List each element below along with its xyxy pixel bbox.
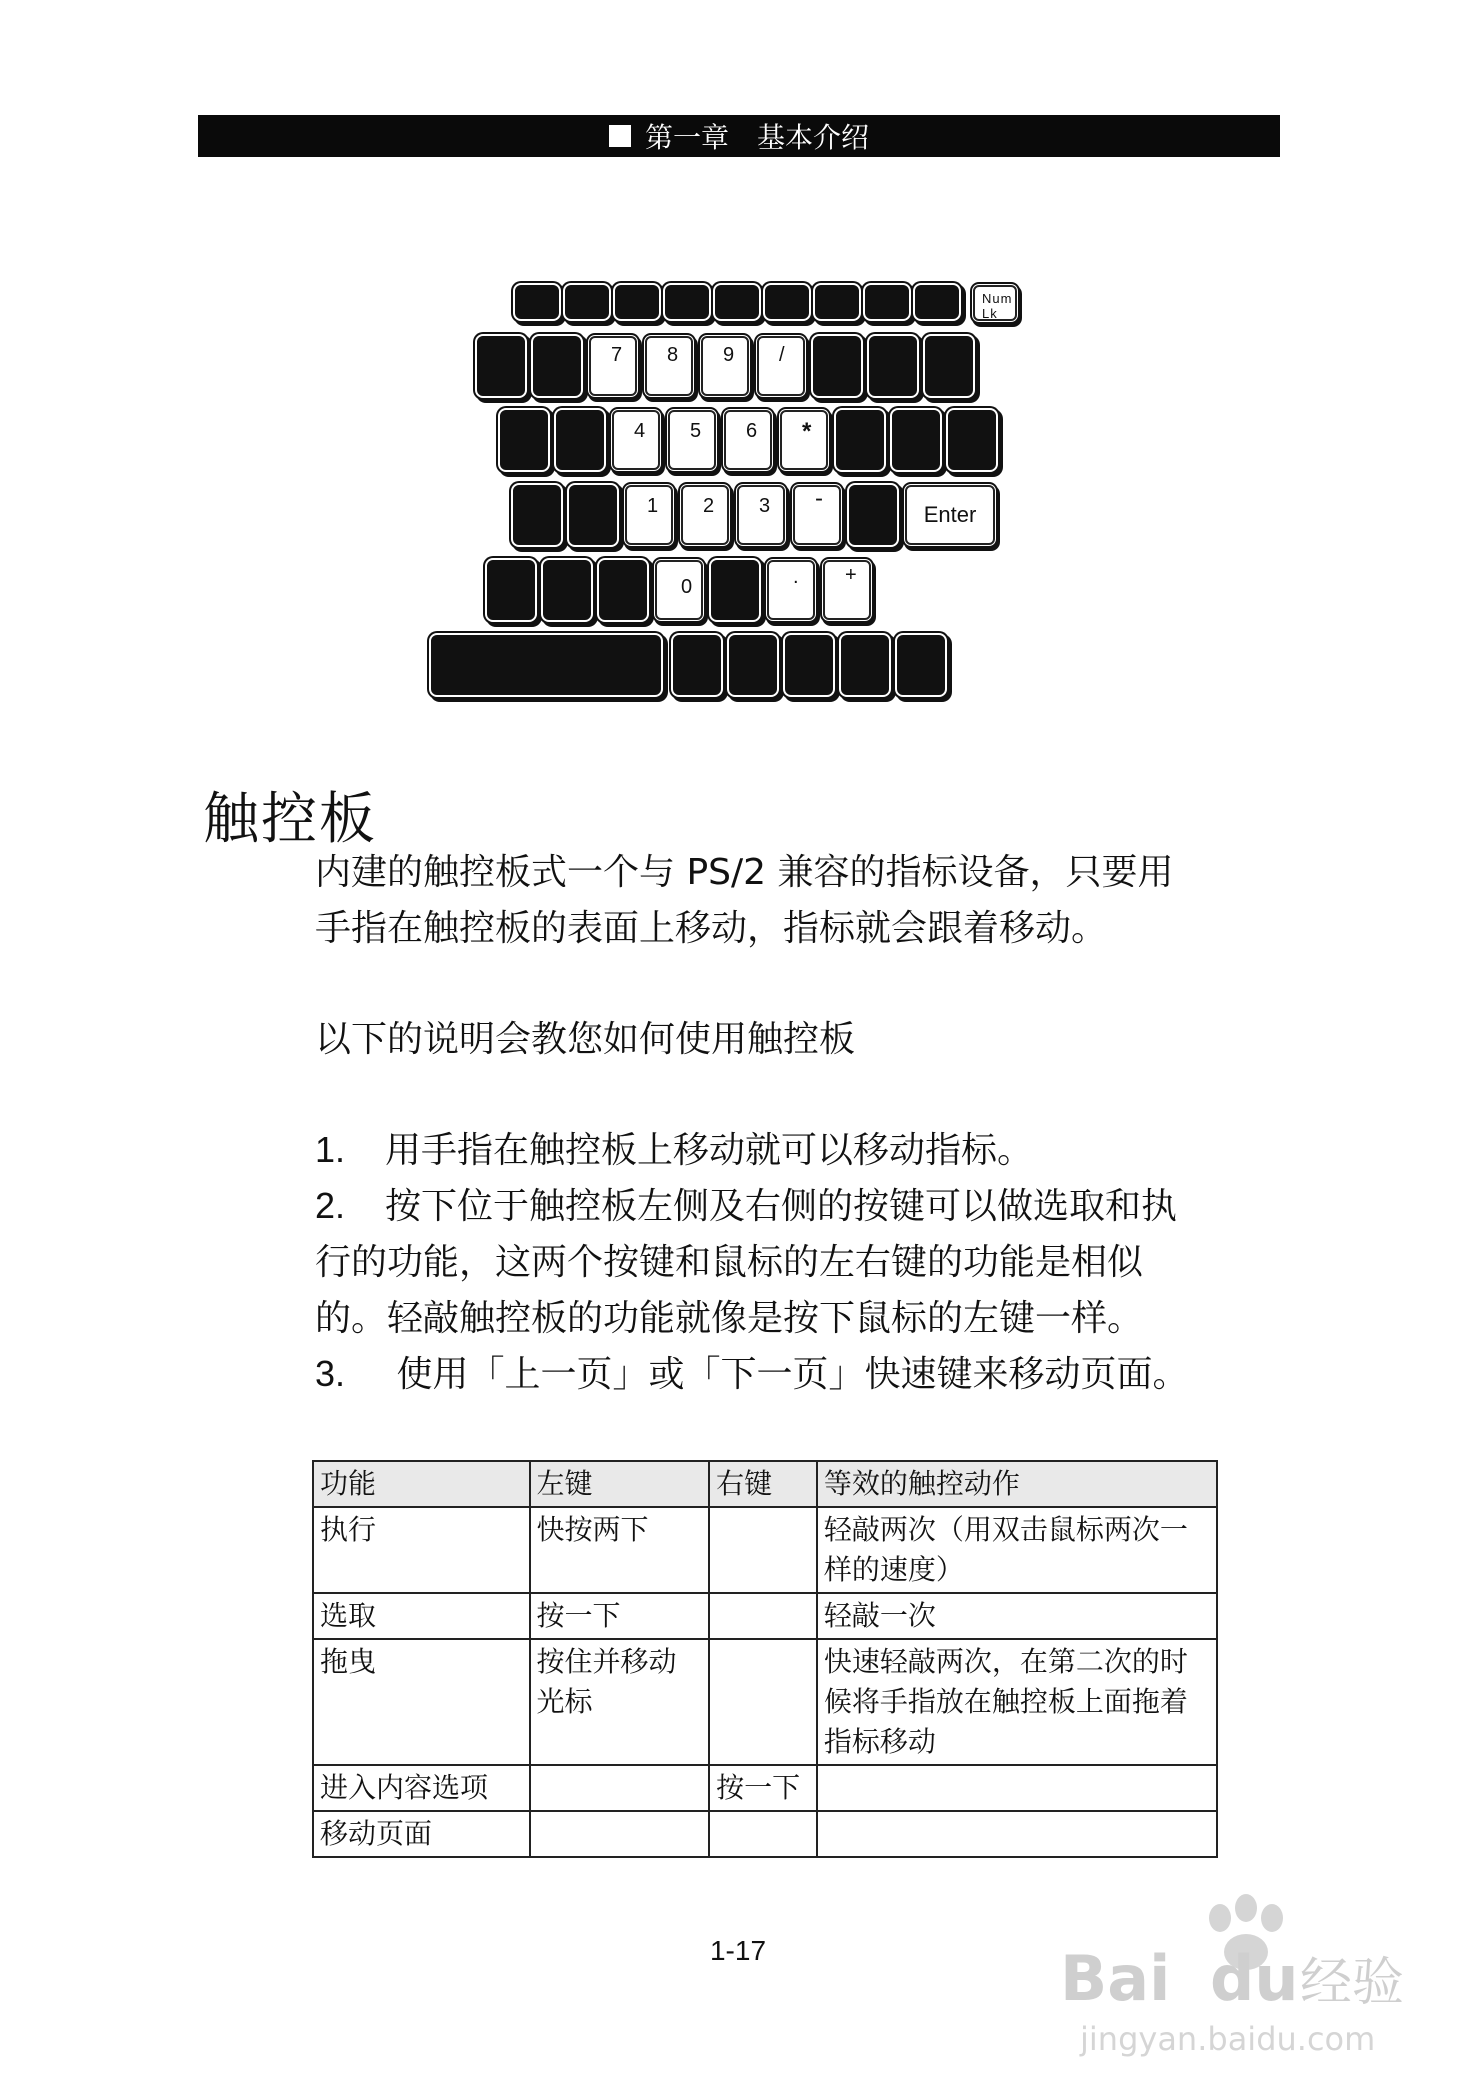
list-text: 使用「上一页」或「下一页」快速键来移动页面。 (385, 1354, 1189, 1395)
table-cell (709, 1639, 817, 1765)
key-1-label: 1 (647, 495, 659, 517)
keyboard-key (477, 336, 525, 396)
keyboard-key (513, 485, 561, 545)
key-9 (701, 336, 749, 396)
numeric-keypad-illustration (415, 280, 1195, 705)
watermark-sub: 经验 (1300, 1953, 1405, 2013)
baidu-jingyan-watermark (1040, 1880, 1450, 2070)
key-5 (668, 410, 716, 470)
section-title: 触控板 (203, 787, 377, 852)
table-cell: 进入内容选项 (313, 1765, 530, 1811)
keyboard-key (869, 336, 917, 396)
key-0 (655, 560, 703, 620)
table-header-cell: 右键 (709, 1461, 817, 1507)
keyboard-key (673, 635, 721, 695)
key-asterisk (780, 410, 828, 470)
keyboard-key (599, 560, 647, 620)
table-cell: 按住并移动光标 (530, 1639, 710, 1765)
table-cell (817, 1765, 1217, 1811)
key-2-label: 2 (703, 495, 715, 517)
table-cell: 执行 (313, 1507, 530, 1593)
page-number: 1-17 (709, 1935, 767, 1966)
key-7-label: 7 (611, 344, 623, 366)
intro-line-2: 手指在触控板的表面上移动，指标就会跟着移动。 (315, 908, 1108, 949)
list-item-3 (315, 1346, 1275, 1403)
key-5-label: 5 (690, 420, 702, 442)
keyboard-key (865, 285, 909, 319)
key-4 (612, 410, 660, 470)
intro-paragraph (315, 845, 1173, 957)
list-number: 2. (315, 1185, 346, 1226)
key-minus-label: - (815, 485, 823, 512)
table-row (313, 1765, 1217, 1811)
keyboard-key (487, 560, 535, 620)
key-1 (625, 485, 673, 545)
table-cell: 选取 (313, 1593, 530, 1639)
key-numlock (973, 285, 1017, 321)
keyboard-key (892, 410, 940, 470)
keyboard-key (729, 635, 777, 695)
keyboard-key (533, 336, 581, 396)
table-header-cell: 功能 (313, 1461, 530, 1507)
table-row (313, 1811, 1217, 1857)
table-row (313, 1507, 1217, 1593)
list-text: 按下位于触控板左侧及右侧的按键可以做选取和执 (385, 1186, 1178, 1227)
table-cell (530, 1811, 710, 1857)
keyboard-key (615, 285, 659, 319)
table-cell (709, 1811, 817, 1857)
keyboard-key (813, 336, 861, 396)
list-item-1 (315, 1122, 1275, 1179)
list-text: 行的功能，这两个按键和鼠标的左右键的功能是相似 (315, 1242, 1144, 1283)
key-6 (724, 410, 772, 470)
key-asterisk-label: * (802, 418, 812, 445)
key-8-label: 8 (667, 344, 679, 366)
list-number: 1. (315, 1129, 346, 1170)
table-cell (709, 1507, 817, 1593)
list-text: 的。轻敲触控板的功能就像是按下鼠标的左键一样。 (315, 1298, 1144, 1339)
watermark-brand-2: du (1210, 1942, 1299, 2015)
key-enter-label: Enter (923, 502, 977, 527)
key-dot-label: . (793, 566, 799, 588)
square-bullet-icon (609, 125, 631, 147)
key-minus (793, 485, 841, 545)
key-7 (589, 336, 637, 396)
key-slash (757, 336, 805, 396)
table-row (313, 1593, 1217, 1639)
chapter-header-bar (198, 115, 1280, 157)
key-4-label: 4 (634, 420, 646, 442)
watermark-url: jingyan.baidu.com (1080, 2020, 1376, 2058)
keyboard-key (915, 285, 959, 319)
lead-text: 以下的说明会教您如何使用触控板 (315, 1019, 856, 1060)
watermark-brand: Bai (1060, 1942, 1171, 2015)
keyboard-key (849, 485, 897, 545)
keyboard-key (515, 285, 559, 319)
touchpad-function-table (312, 1460, 1218, 1858)
keyboard-key (665, 285, 709, 319)
table-cell: 轻敲两次（用双击鼠标两次一样的速度） (817, 1507, 1217, 1593)
key-plus (823, 560, 871, 620)
table-cell: 轻敲一次 (817, 1593, 1217, 1639)
keyboard-space-key (431, 635, 661, 695)
keyboard-key (785, 635, 833, 695)
keyboard-key (841, 635, 889, 695)
intro-line-1: 内建的触控板式一个与 PS/2 兼容的指标设备，只要用 (315, 852, 1174, 893)
table-row (313, 1639, 1217, 1765)
table-cell (530, 1765, 710, 1811)
key-3-label: 3 (759, 495, 771, 517)
keyboard-key (836, 410, 884, 470)
table-cell: 快按两下 (530, 1507, 710, 1593)
keyboard-key (897, 635, 945, 695)
table-cell: 拖曳 (313, 1639, 530, 1765)
table-cell: 快速轻敲两次，在第二次的时候将手指放在触控板上面拖着指标移动 (817, 1639, 1217, 1765)
keyboard-key (711, 560, 759, 620)
key-9-label: 9 (723, 344, 735, 366)
table-header-cell: 等效的触控动作 (817, 1461, 1217, 1507)
keyboard-key (569, 485, 617, 545)
keyboard-key (565, 285, 609, 319)
keyboard-key (948, 410, 996, 470)
keyboard-key (815, 285, 859, 319)
key-8 (645, 336, 693, 396)
key-0-label: 0 (681, 576, 693, 598)
key-6-label: 6 (746, 420, 758, 442)
key-2 (681, 485, 729, 545)
key-numlock-label-1: Num (982, 291, 1013, 306)
keyboard-key (925, 336, 973, 396)
table-cell (817, 1811, 1217, 1857)
key-slash-label: / (779, 344, 785, 366)
table-header-row (313, 1461, 1217, 1507)
table-cell: 移动页面 (313, 1811, 530, 1857)
key-enter (905, 485, 995, 545)
keyboard-key (500, 410, 548, 470)
table-header-cell: 左键 (530, 1461, 710, 1507)
table-cell: 按一下 (709, 1765, 817, 1811)
list-number: 3. (315, 1353, 346, 1394)
keyboard-key (765, 285, 809, 319)
key-dot (767, 560, 815, 620)
key-numlock-label-2: Lk (982, 306, 998, 321)
table-cell: 按一下 (530, 1593, 710, 1639)
key-3 (737, 485, 785, 545)
keyboard-key (556, 410, 604, 470)
chapter-title: 第一章 基本介绍 (644, 121, 869, 154)
keyboard-key (715, 285, 759, 319)
key-plus-label: + (845, 564, 857, 586)
table-cell (709, 1593, 817, 1639)
keyboard-key (543, 560, 591, 620)
list-item-2 (315, 1178, 1275, 1347)
list-text: 用手指在触控板上移动就可以移动指标。 (385, 1130, 1034, 1171)
